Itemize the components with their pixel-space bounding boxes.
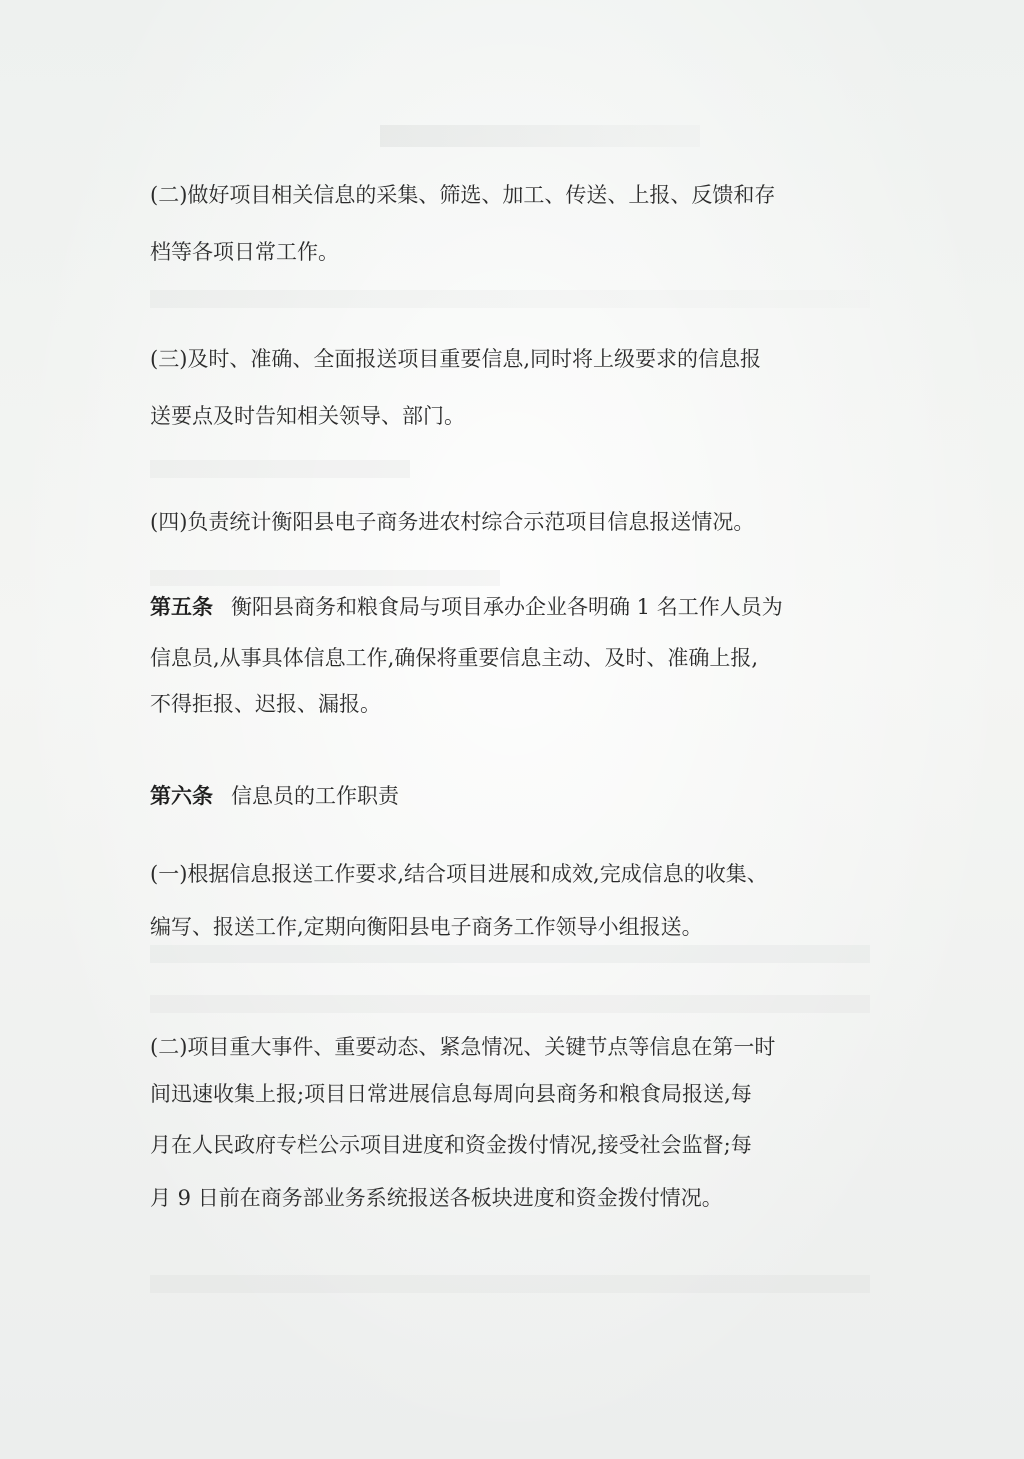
- text-line: (二)做好项目相关信息的采集、筛选、加工、传送、上报、反馈和存: [150, 183, 776, 207]
- article-title: 信息员的工作职责: [231, 784, 399, 808]
- bleed-through-mark: [150, 460, 410, 478]
- text-line: (四)负责统计衡阳县电子商务进农村综合示范项目信息报送情况。: [150, 510, 755, 534]
- article-5: [150, 578, 880, 728]
- text-line: 信息员,从事具体信息工作,确保将重要信息主动、及时、准确上报,: [150, 646, 759, 670]
- text-line: 月 9 日前在商务部业务系统报送各板块进度和资金拨付情况。: [150, 1186, 723, 1210]
- paragraph-item-4: [150, 494, 880, 551]
- paragraph-item-3: [150, 331, 880, 445]
- bleed-through-mark: [150, 290, 870, 308]
- bleed-through-mark: [150, 995, 870, 1013]
- text-line: 月在人民政府专栏公示项目进度和资金拨付情况,接受社会监督;每: [150, 1133, 752, 1157]
- text-line: (一)根据信息报送工作要求,结合项目进展和成效,完成信息的收集、: [150, 862, 768, 886]
- article-label: 第六条: [150, 783, 213, 808]
- text-line: 送要点及时告知相关领导、部门。: [150, 404, 465, 428]
- paragraph-item-2: [150, 167, 880, 281]
- text-line: (三)及时、准确、全面报送项目重要信息,同时将上级要求的信息报: [150, 347, 762, 371]
- text-line: (二)项目重大事件、重要动态、紧急情况、关键节点等信息在第一时: [150, 1035, 776, 1059]
- article-6-heading: [150, 767, 880, 825]
- duty-item-2: [150, 1023, 880, 1223]
- text-line: [150, 767, 880, 825]
- text-line: 编写、报送工作,定期向衡阳县电子商务工作领导小组报送。: [150, 915, 703, 939]
- text-line: 档等各项日常工作。: [150, 240, 339, 264]
- duty-item-1: [150, 846, 880, 951]
- bleed-through-mark: [380, 125, 700, 147]
- article-label: 第五条: [150, 594, 213, 619]
- text-line: 不得拒报、迟报、漏报。: [150, 692, 381, 716]
- text-line: [150, 578, 880, 636]
- bleed-through-mark: [150, 1275, 870, 1293]
- text-line: 间迅速收集上报;项目日常进展信息每周向县商务和粮食局报送,每: [150, 1082, 752, 1106]
- article-text: 衡阳县商务和粮食局与项目承办企业各明确 1 名工作人员为: [231, 595, 783, 619]
